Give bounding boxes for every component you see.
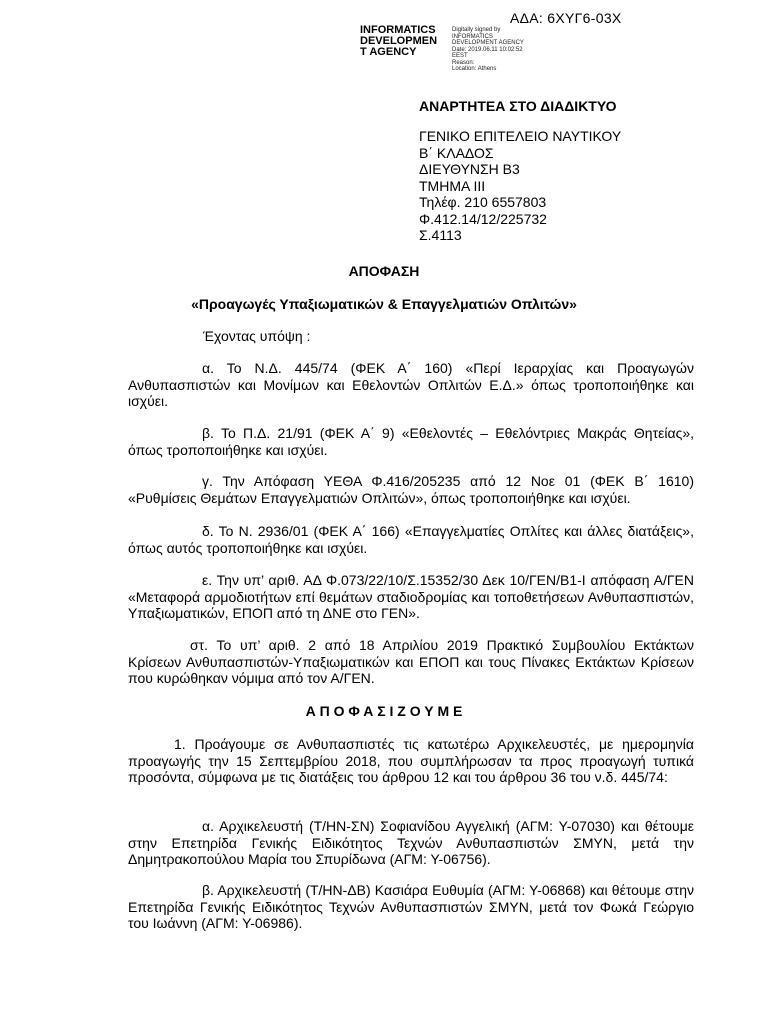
signature-name-line: T AGENCY: [360, 46, 417, 58]
signature-detail-line: INFORMATICS: [452, 33, 493, 40]
paragraph-b: [128, 425, 694, 458]
header-line: Τηλέφ. 210 6557803: [419, 194, 547, 210]
header-line: Φ.412.14/12/225732: [419, 210, 547, 227]
paragraph-text: δ. Το Ν. 2936/01 (ΦΕΚ Α΄ 166) «Επαγγελματίες Οπλίτες και άλλες διατάξεις», όπως αυτός τροποποιήθηκε και ισχύει.: [128, 523, 694, 556]
paragraph-e: [128, 572, 694, 622]
header-line: ΤΜΗΜΑ ΙΙΙ: [419, 177, 486, 194]
signature-detail-line: Date: 2019.06.11 10:02:52: [452, 46, 523, 53]
header-line: Β΄ ΚΛΑΔΟΣ: [419, 144, 494, 161]
document-header: [419, 98, 621, 244]
header-line: Σ.4113: [419, 227, 462, 243]
signature-detail-line: Location: Athens: [452, 66, 497, 72]
paragraph-c: [128, 473, 694, 506]
decision-subject: «Προαγωγές Υπαξιωματικών & Επαγγελματιών Οπλιτών»: [191, 296, 577, 312]
header-line: ΓΕΝΙΚΟ ΕΠΙΤΕΛΕΙΟ ΝΑΥΤΙΚΟΥ: [419, 128, 622, 144]
paragraph-text: 1. Προάγουμε σε Ανθυπασπιστές τις κατωτέρω Αρχικελευστές, με ημερομηνία προαγωγής την 15 Σεπτεμβρίου 2018, που συμπλήρωσαν τα προς προαγωγή τυπικά προσόντα, σύμφωνα με τις διατάξεις του άρθρου 12 και του άρθρου 36 του ν.δ. 445/74:: [128, 736, 694, 785]
decision-item-a: [128, 818, 694, 868]
paragraph-text: γ. Την Απόφαση ΥΕΘΑ Φ.416/205235 από 12 Νοε 01 (ΦΕΚ Β΄ 1610) «Ρυθμίσεις Θεμάτων Επαγγελματιών Οπλιτών», όπως τροποποιήθηκε και ισχύει.: [128, 473, 694, 506]
decision-title: ΑΠΟΦΑΣΗ: [348, 263, 420, 279]
paragraph-text: στ. Το υπ’ αριθ. 2 από 18 Απριλίου 2019 Πρακτικό Συμβουλίου Εκτάκτων Κρίσεων Ανθυπασπιστών-Υπαξιωματικών και ΕΠΟΠ και τους Πίνακες Εκτάκτων Κρίσεων που κυρώθηκαν νόμιμα από τον Α/ΓΕΝ.: [128, 637, 694, 686]
paragraph-text: α. Το Ν.Δ. 445/74 (ΦΕΚ Α΄ 160) «Περί Ιεραρχίας και Προαγωγών Ανθυπασπιστών και Μονίμων και Εθελοντών Οπλιτών Ε.Δ.» όπως τροποποιήθηκε και ισχύει.: [128, 360, 694, 409]
upload-notice: ΑΝΑΡΤΗΤΕΑ ΣΤΟ ΔΙΑΔΙΚΤΥΟ: [419, 98, 617, 114]
we-decide-heading: Α Π Ο Φ Α Σ Ι Ζ Ο Υ Μ Ε: [305, 703, 463, 719]
decision-1: [128, 736, 694, 786]
signature-name: [360, 25, 437, 58]
signature-name-line: DEVELOPMEN: [360, 35, 438, 47]
considering-label: Έχοντας υπόψη :: [203, 328, 311, 344]
header-line: ΔΙΕΥΘΥΝΣΗ Β3: [419, 161, 520, 177]
signature-detail-line: Digitally signed by: [452, 27, 501, 33]
signature-details: [452, 27, 524, 73]
signature-detail-line: EEST: [452, 53, 468, 59]
paragraph-a: [128, 360, 694, 410]
signature-name-line: INFORMATICS: [360, 24, 436, 36]
paragraph-text: β. Αρχικελευστή (Τ/ΗΝ-ΔΒ) Κασιάρα Ευθυμία (ΑΓΜ: Υ-06868) και θέτουμε στην Επετηρίδα Γενικής Ειδικότητος Τεχνών Ανθυπασπιστών ΣΜΥΝ, μετά τον Φωκά Γεώργιο του Ιωάννη (ΑΓΜ: Υ-06986).: [128, 882, 694, 931]
ada-code: ΑΔΑ: 6ΧΥΓ6-03Χ: [510, 10, 622, 26]
paragraph-text: ε. Την υπ’ αριθ. ΑΔ Φ.073/22/10/Σ.15352/30 Δεκ 10/ΓΕΝ/Β1-Ι απόφαση Α/ΓΕΝ «Μεταφορά αρμοδιοτήτων επί θεμάτων σταδιοδρομίας και τοποθετήσεων Ανθυπασπιστών, Υπαξιωματικών, ΕΠΟΠ από τη ΔΝΕ στο ΓΕΝ».: [128, 572, 694, 621]
paragraph-d: [128, 523, 694, 556]
paragraph-text: β. Το Π.Δ. 21/91 (ΦΕΚ Α΄ 9) «Εθελοντές – Εθελόντριες Μακράς Θητείας», όπως τροποποιήθηκε και ισχύει.: [128, 425, 694, 458]
paragraph-st: [128, 637, 694, 687]
paragraph-text: α. Αρχικελευστή (Τ/ΗΝ-ΣΝ) Σοφιανίδου Αγγελική (ΑΓΜ: Υ-07030) και θέτουμε στην Επετηρίδα Γενικής Ειδικότητος Τεχνών Ανθυπασπιστών ΣΜΥΝ, μετά την Δημητρακοπούλου Μαρία του Σπυρίδωνα (ΑΓΜ: Υ-06756).: [128, 818, 694, 867]
signature-detail-line: Reason:: [452, 59, 475, 66]
decision-item-b: [128, 882, 694, 932]
signature-detail-line: DEVELOPMENT AGENCY: [452, 40, 524, 46]
